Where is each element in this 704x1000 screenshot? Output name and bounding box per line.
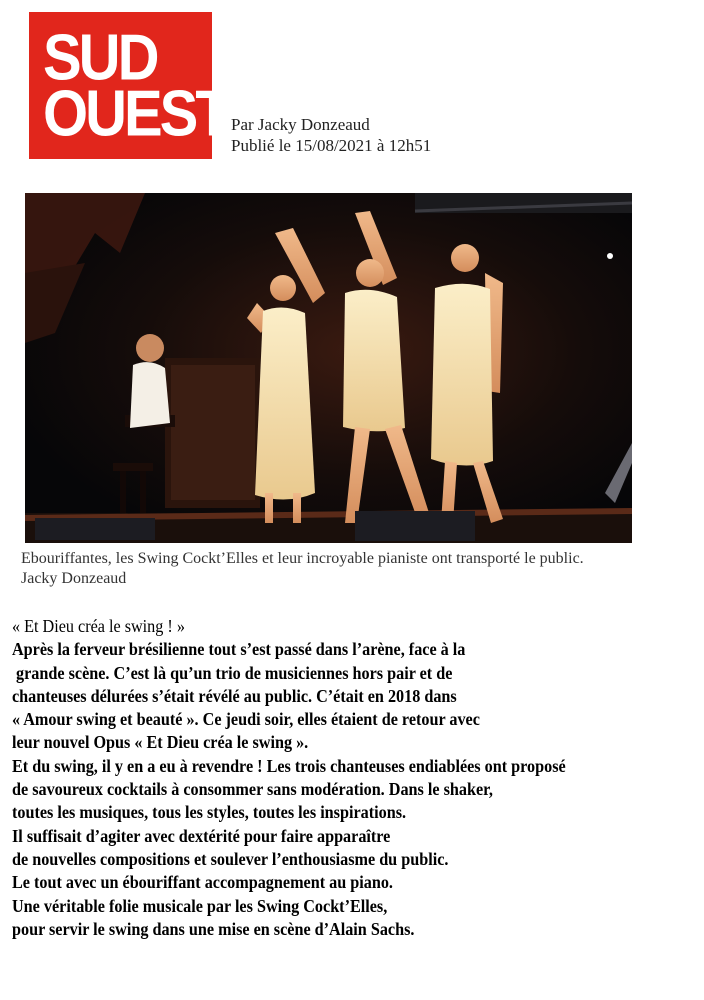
photo-credit: Jacky Donzeaud	[21, 570, 127, 587]
published-date: Publié le 15/08/2021 à 12h51	[231, 136, 432, 155]
concert-photo-image	[25, 193, 632, 543]
photo-caption-block	[21, 549, 584, 589]
concert-photo	[25, 193, 632, 543]
article-line: leur nouvel Opus « Et Dieu créa le swing ».	[12, 732, 309, 753]
article-body	[12, 615, 566, 941]
article-line: Après la ferveur brésilienne tout s’est passé dans l’arène, face à la	[12, 639, 466, 660]
article-line: toutes les musiques, tous les styles, toutes les inspirations.	[12, 802, 407, 823]
logo-line-1: SUD	[43, 20, 157, 94]
article-line: Le tout avec un ébouriffant accompagnement au piano.	[12, 872, 393, 893]
article-line: de savoureux cocktails à consommer sans modération. Dans le shaker,	[12, 779, 493, 800]
article-line: pour servir le swing dans une mise en scène d’Alain Sachs.	[12, 918, 415, 939]
article-line: de nouvelles compositions et soulever l’enthousiasme du public.	[12, 848, 449, 869]
article-line: Une véritable folie musicale par les Swing Cockt’Elles,	[12, 895, 388, 916]
photo-caption: Ebouriffantes, les Swing Cockt’Elles et leur incroyable pianiste ont transporté le public.	[21, 550, 584, 567]
article-line: Il suffisait d’agiter avec dextérité pour faire apparaître	[12, 825, 391, 846]
article-line: grande scène. C’est là qu’un trio de musiciennes hors pair et de	[12, 662, 453, 683]
sud-ouest-logo[interactable]	[29, 12, 228, 159]
article-line: Et du swing, il y en a eu à revendre ! Les trois chanteuses endiablées ont proposé	[12, 755, 566, 776]
byline	[231, 114, 431, 156]
article-line: chanteuses délurées s’était révélé au public. C’était en 2018 dans	[12, 685, 457, 706]
logo-line-2: OUEST	[43, 76, 228, 150]
article-title: « Et Dieu créa le swing ! »	[12, 616, 185, 636]
article-line: « Amour swing et beauté ». Ce jeudi soir, elles étaient de retour avec	[12, 709, 480, 730]
author-line: Par Jacky Donzeaud	[231, 115, 370, 134]
